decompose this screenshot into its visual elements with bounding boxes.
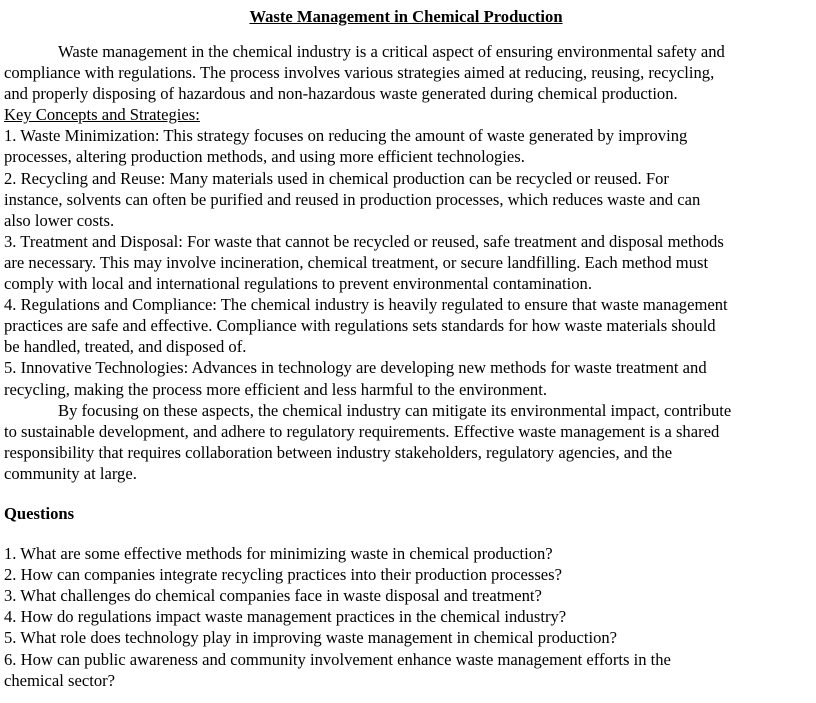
- strategy-item-regulations-compliance: [4, 294, 812, 357]
- strategy-item-recycling-reuse: [4, 168, 812, 231]
- questions-list: [4, 543, 812, 691]
- key-concepts-heading: Key Concepts and Strategies:: [4, 105, 200, 125]
- strategy-line: recycling, making the process more efficient and less harmful to the environment.: [4, 379, 547, 399]
- intro-paragraph: [4, 41, 812, 104]
- conclusion-line: By focusing on these aspects, the chemical industry can mitigate its environmental impact, contribute: [58, 400, 732, 420]
- strategy-line: 3. Treatment and Disposal: For waste that cannot be recycled or reused, safe treatment and disposal methods: [4, 231, 724, 251]
- document-title: Waste Management in Chemical Production: [249, 7, 563, 26]
- intro-line: Waste management in the chemical industry is a critical aspect of ensuring environmental safety and: [58, 42, 725, 61]
- question-line: 6. How can public awareness and community involvement enhance waste management efforts in the: [4, 649, 671, 669]
- conclusion-line: to sustainable development, and adhere to regulatory requirements. Effective waste management is a shared: [4, 421, 720, 441]
- intro-line: compliance with regulations. The process involves various strategies aimed at reducing, reusing, recycling,: [4, 63, 715, 83]
- conclusion-line: community at large.: [4, 463, 137, 483]
- question-item: 3. What challenges do chemical companies face in waste disposal and treatment?: [4, 586, 542, 606]
- question-item: [4, 649, 812, 691]
- strategy-line: instance, solvents can often be purified and reused in production processes, which reduces waste and can: [4, 189, 701, 209]
- questions-heading: Questions: [4, 503, 75, 523]
- strategy-line: comply with local and international regulations to prevent environmental contamination.: [4, 274, 592, 294]
- strategy-line: processes, altering production methods, and using more efficient technologies.: [4, 147, 525, 167]
- strategies-list: [4, 125, 812, 399]
- strategy-line: be handled, treated, and disposed of.: [4, 337, 247, 357]
- strategy-item-treatment-disposal: [4, 231, 812, 294]
- question-item: 5. What role does technology play in improving waste management in chemical production?: [4, 628, 618, 648]
- question-line: chemical sector?: [4, 670, 116, 690]
- question-item: 4. How do regulations impact waste management practices in the chemical industry?: [4, 607, 567, 627]
- strategy-item-innovative-technologies: [4, 357, 812, 399]
- question-item: 1. What are some effective methods for minimizing waste in chemical production?: [4, 544, 553, 564]
- question-item: 2. How can companies integrate recycling practices into their production processes?: [4, 565, 562, 585]
- intro-line: and properly disposing of hazardous and non-hazardous waste generated during chemical production.: [4, 84, 678, 104]
- strategy-item-waste-minimization: [4, 125, 812, 167]
- strategy-line: practices are safe and effective. Compliance with regulations sets standards for how waste materials should: [4, 316, 716, 336]
- strategy-line: 5. Innovative Technologies: Advances in technology are developing new methods for waste treatment and: [4, 358, 707, 378]
- conclusion-paragraph: [4, 400, 812, 484]
- conclusion-line: responsibility that requires collaboration between industry stakeholders, regulatory agencies, and the: [4, 442, 673, 462]
- strategy-line: 2. Recycling and Reuse: Many materials used in chemical production can be recycled or reused. For: [4, 168, 669, 188]
- strategy-line: also lower costs.: [4, 210, 115, 230]
- strategy-line: 4. Regulations and Compliance: The chemical industry is heavily regulated to ensure that waste management: [4, 295, 728, 315]
- strategy-line: are necessary. This may involve incineration, chemical treatment, or secure landfilling. Each method must: [4, 252, 709, 272]
- strategy-line: 1. Waste Minimization: This strategy focuses on reducing the amount of waste generated by improving: [4, 126, 688, 146]
